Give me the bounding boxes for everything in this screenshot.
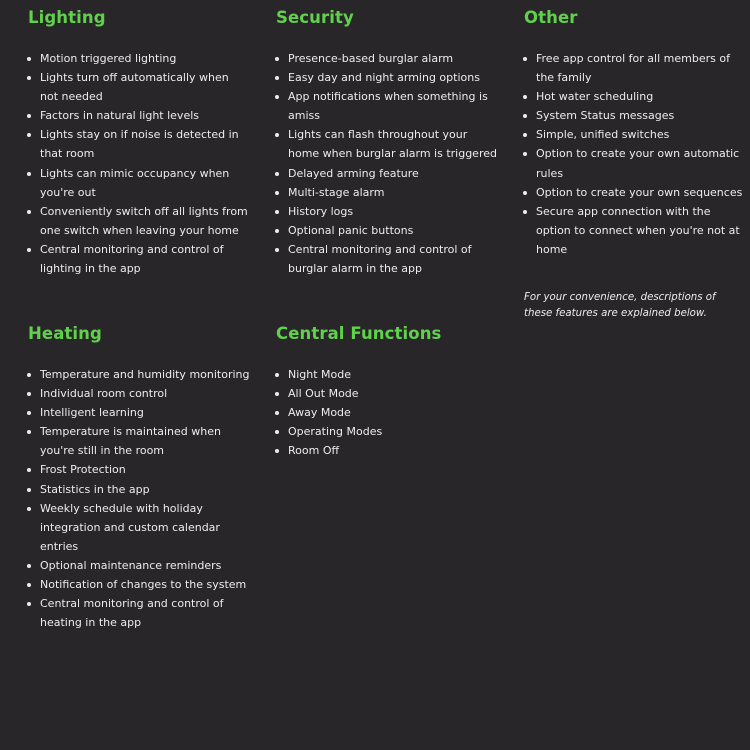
list-item: System Status messages xyxy=(524,106,746,125)
central-functions-heading: Central Functions xyxy=(276,324,442,343)
heating-list xyxy=(28,365,250,632)
list-item: Room Off xyxy=(276,441,498,460)
list-item: Night Mode xyxy=(276,365,498,384)
list-item: Away Mode xyxy=(276,403,498,422)
heating-section xyxy=(28,324,250,630)
list-item: Lights can mimic occupancy when you're out xyxy=(28,164,250,202)
list-item: Lights stay on if noise is detected in that room xyxy=(28,125,250,163)
list-item: Notification of changes to the system xyxy=(28,575,250,594)
list-item: Secure app connection with the option to connect when you're not at home xyxy=(524,202,746,259)
list-item: Operating Modes xyxy=(276,422,498,441)
lighting-heading: Lighting xyxy=(28,8,106,27)
central-functions-section xyxy=(276,324,498,458)
security-heading: Security xyxy=(276,8,354,27)
list-item: Frost Protection xyxy=(28,460,250,479)
list-item: Lights turn off automatically when not needed xyxy=(28,68,250,106)
list-item: Delayed arming feature xyxy=(276,164,498,183)
list-item: Central monitoring and control of heating in the app xyxy=(28,594,250,632)
list-item: Easy day and night arming options xyxy=(276,68,498,87)
list-item: Multi-stage alarm xyxy=(276,183,498,202)
list-item: All Out Mode xyxy=(276,384,498,403)
list-item: Central monitoring and control of burglar alarm in the app xyxy=(276,240,498,278)
list-item: Option to create your own automatic rules xyxy=(524,144,746,182)
security-section xyxy=(276,8,498,276)
list-item: Temperature and humidity monitoring xyxy=(28,365,250,384)
other-section xyxy=(524,8,746,319)
other-list xyxy=(524,49,746,259)
list-item: Weekly schedule with holiday integration and custom calendar entries xyxy=(28,499,250,556)
list-item: Presence-based burglar alarm xyxy=(276,49,498,68)
list-item: Simple, unified switches xyxy=(524,125,746,144)
heating-heading: Heating xyxy=(28,324,102,343)
list-item: Individual room control xyxy=(28,384,250,403)
list-item: Option to create your own sequences xyxy=(524,183,746,202)
list-item: Statistics in the app xyxy=(28,480,250,499)
list-item: Central monitoring and control of lighting in the app xyxy=(28,240,250,278)
list-item: Motion triggered lighting xyxy=(28,49,250,68)
central-functions-list xyxy=(276,365,498,460)
list-item: Optional panic buttons xyxy=(276,221,498,240)
list-item: History logs xyxy=(276,202,498,221)
list-item: Temperature is maintained when you're still in the room xyxy=(28,422,250,460)
list-item: Intelligent learning xyxy=(28,403,250,422)
list-item: Lights can flash throughout your home when burglar alarm is triggered xyxy=(276,125,498,163)
list-item: Hot water scheduling xyxy=(524,87,746,106)
security-list xyxy=(276,49,498,278)
lighting-section xyxy=(28,8,250,276)
list-item: App notifications when something is amiss xyxy=(276,87,498,125)
list-item: Factors in natural light levels xyxy=(28,106,250,125)
list-item: Optional maintenance reminders xyxy=(28,556,250,575)
features-note: For your convenience, descriptions of these features are explained below. xyxy=(524,292,716,319)
lighting-list xyxy=(28,49,250,278)
list-item: Conveniently switch off all lights from one switch when leaving your home xyxy=(28,202,250,240)
other-heading: Other xyxy=(524,8,578,27)
list-item: Free app control for all members of the family xyxy=(524,49,746,87)
